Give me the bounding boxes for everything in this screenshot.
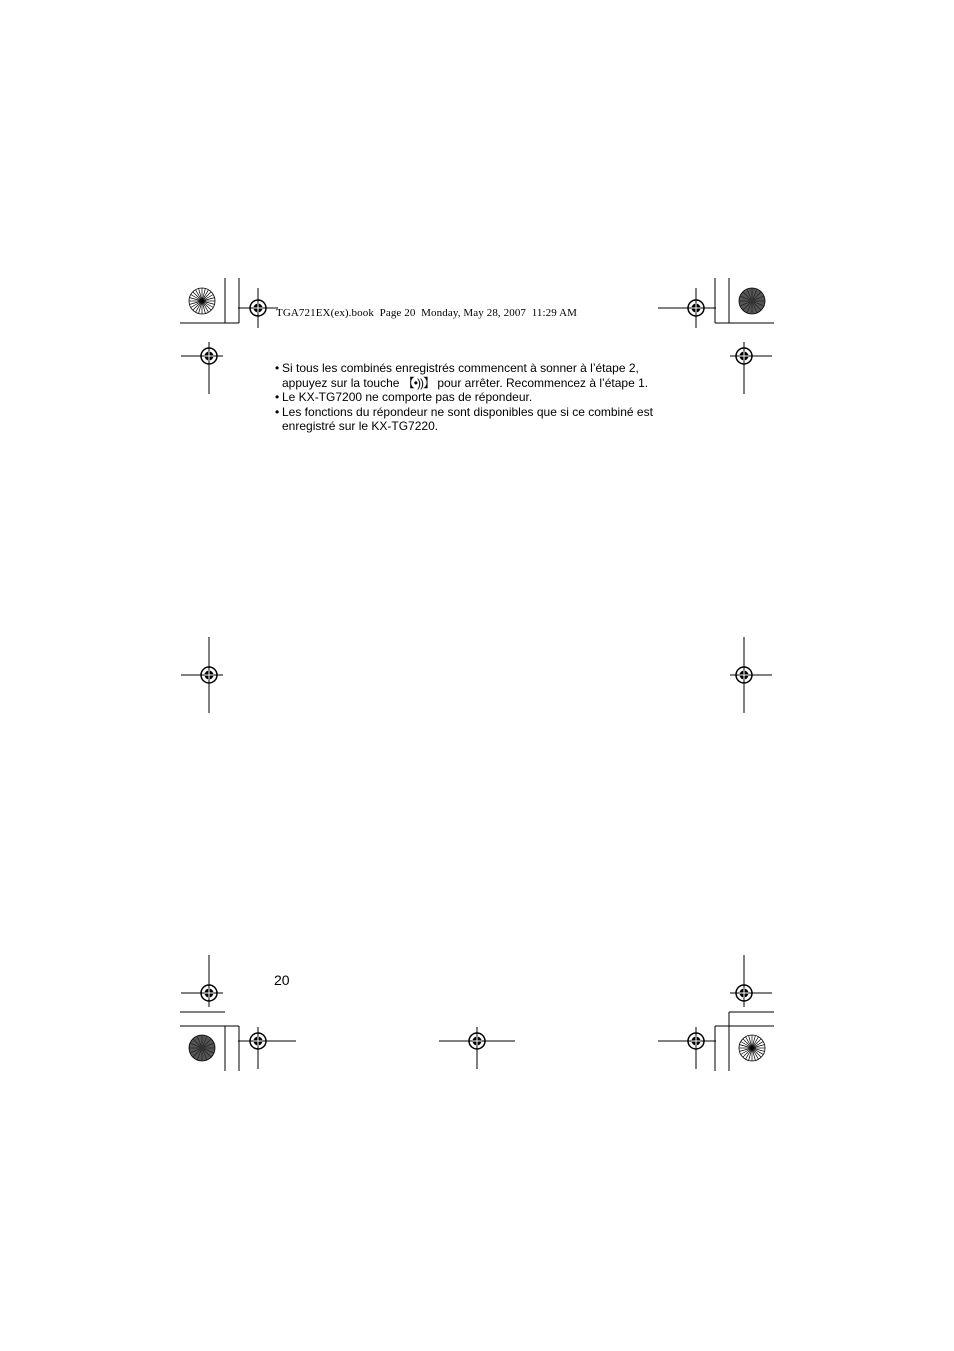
note-2: Le KX-TG7200 ne comporte pas de répondeur. bbox=[282, 390, 533, 404]
page-number: 20 bbox=[274, 972, 290, 988]
registration-target-left-1 bbox=[181, 342, 223, 394]
note-1-prefix: Si tous les combinés enregistrés commencent à sonner à l’étape 2, appuyez sur la touche bbox=[282, 361, 639, 390]
star-target-bottom-left bbox=[189, 1035, 215, 1061]
note-3: Les fonctions du répondeur ne sont disponibles que si ce combiné est enregistré sur le KX-TG7220. bbox=[282, 404, 653, 433]
bullet: • bbox=[275, 361, 280, 375]
bullet: • bbox=[275, 404, 280, 419]
note-1-suffix: pour arrêter. Recommencez à l’étape 1. bbox=[433, 375, 649, 390]
registration-target-right-2 bbox=[730, 637, 772, 713]
registration-target-right-1 bbox=[730, 342, 772, 394]
registration-target-left-3 bbox=[181, 955, 223, 1007]
registration-target-bottom-2 bbox=[439, 1027, 515, 1069]
star-target-top-right bbox=[739, 288, 765, 314]
registration-target-top-1 bbox=[238, 288, 278, 328]
star-target-bottom-right bbox=[739, 1035, 765, 1061]
bullet: • bbox=[275, 390, 280, 404]
list-item bbox=[275, 405, 685, 434]
ring-key-icon: 【•))】 bbox=[402, 375, 434, 390]
star-target-top-left bbox=[189, 288, 215, 314]
registration-target-bottom-3 bbox=[658, 1027, 716, 1069]
running-head: TGA721EX(ex).book Page 20 Monday, May 28, 2007 11:29 AM bbox=[276, 307, 578, 319]
notes-list bbox=[275, 361, 685, 434]
list-item bbox=[275, 390, 685, 405]
registration-target-right-3 bbox=[730, 955, 772, 1007]
list-item bbox=[275, 361, 685, 390]
registration-target-top-2 bbox=[658, 288, 716, 328]
registration-target-left-2 bbox=[181, 637, 223, 713]
registration-target-bottom-1 bbox=[238, 1027, 296, 1069]
